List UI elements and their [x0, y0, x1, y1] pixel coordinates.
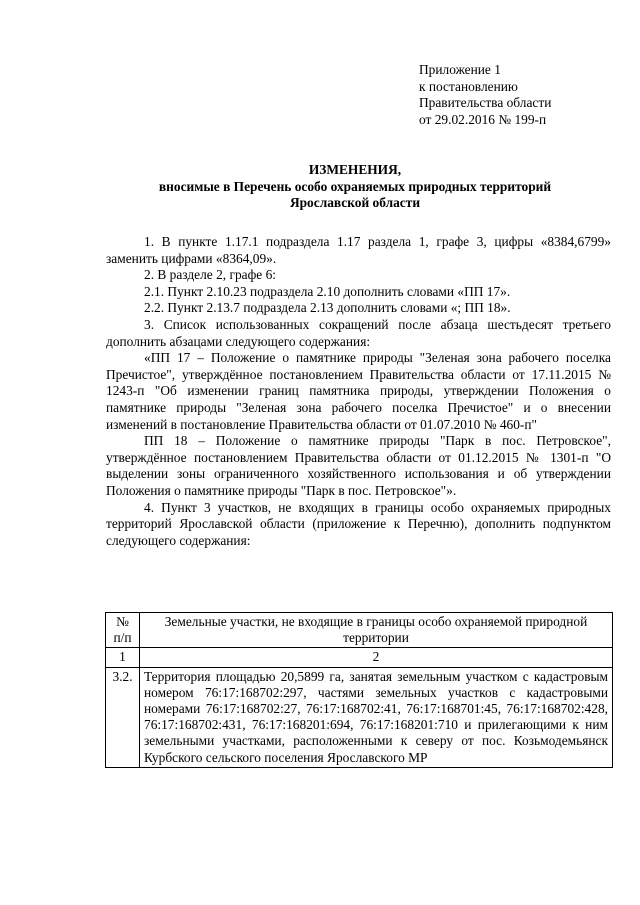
paragraph: 2. В разделе 2, графе 6:	[144, 267, 276, 283]
table-header-row	[106, 613, 613, 648]
document-title	[96, 162, 614, 212]
table-row	[106, 667, 613, 767]
annex-line: к постановлению	[419, 78, 518, 94]
paragraph: 2.1. Пункт 2.10.23 подраздела 2.10 дополнить словами «ПП 17».	[144, 283, 511, 299]
paragraph: ПП 18 – Положение о памятнике природы "Парк в пос. Петровское", утверждённое постановлением Правительства области от 01.12.2015 № 1301-п "О выделении зоны ограниченного хозяйственного использования и об утверждении Положения о памятнике природы "Парк в пос. Петровское"».	[106, 433, 611, 498]
paragraph: 1. В пункте 1.17.1 подраздела 1.17 раздела 1, графе 3, цифры «8384,6799» заменить цифрами «8364,09».	[106, 234, 611, 266]
annex-line: Приложение 1	[419, 62, 501, 77]
land-plots-table	[105, 612, 613, 768]
annex-line: Правительства области	[419, 95, 552, 111]
numbering-cell: 2	[140, 648, 613, 667]
title-line: вносимые в Перечень особо охраняемых природных территорий	[158, 178, 552, 194]
paragraph: 4. Пункт 3 участков, не входящих в границы особо охраняемых природных территорий Ярославской области (приложение к Перечню), дополнить подпунктом следующего содержания:	[106, 499, 611, 548]
title-line: ИЗМЕНЕНИЯ,	[308, 162, 402, 177]
numbering-cell: 1	[106, 648, 140, 667]
header-cell-number: № п/п	[106, 613, 140, 648]
header-cell-description: Земельные участки, не входящие в границы особо охраняемой природной территории	[140, 613, 613, 648]
row-number-cell: 3.2.	[106, 667, 140, 767]
paragraph: 3. Список использованных сокращений после абзаца шестьдесят третьего дополнить абзацами следующего содержания:	[106, 316, 611, 349]
title-line: Ярославской области	[289, 195, 421, 211]
document-body	[106, 234, 611, 549]
paragraph: «ПП 17 – Положение о памятнике природы "Зеленая зона рабочего поселка Пречистое", утверждённое постановлением Правительства области от 17.11.2015 № 1243-п "Об изменении границ памятника природы, утверждении Положения о памятнике природы "Зеленая зона рабочего поселка Пречистое" и о внесении изменений в постановление Правительства области от 01.07.2010 № 460-п"	[106, 350, 611, 432]
table-numbering-row	[106, 648, 613, 667]
row-text-cell: Территория площадью 20,5899 га, занятая земельным участком с кадастровым номером 76:17:168702:297, частями земельных участков с кадастровыми номерами 76:17:168702:27, 76:17:168702:41, 76:17:168701:45, 76:17:168702:428, 76:17:168702:431, 76:17:168201:694, 76:17:168201:710 и прилегающими к ним земельными участками, расположенными к северу от пос. Козьмодемьянск Курбского сельского поселения Ярославского МР	[140, 667, 613, 767]
paragraph: 2.2. Пункт 2.13.7 подраздела 2.13 дополнить словами «; ПП 18».	[144, 300, 511, 316]
annex-line: от 29.02.2016 № 199-п	[419, 111, 547, 127]
annex-block	[419, 62, 619, 128]
